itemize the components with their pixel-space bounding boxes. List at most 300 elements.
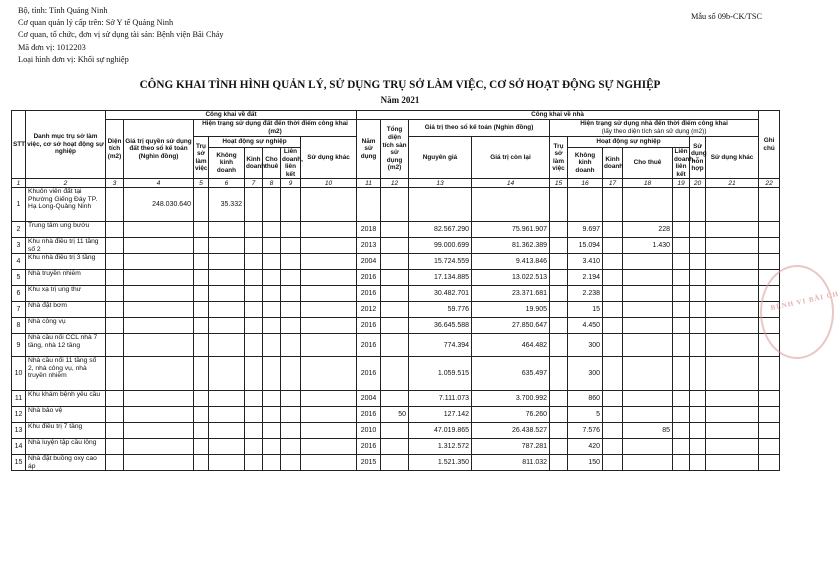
header-unit-type: Loại hình đơn vị: Khối sự nghiệp: [18, 54, 129, 64]
column-index-cell: 20: [690, 179, 706, 188]
empty-cell: [673, 334, 690, 357]
land-non-business-cell: 35.332: [209, 188, 245, 222]
table-row: [12, 254, 780, 270]
col-land-area: Diện tích (m2): [106, 120, 124, 179]
empty-cell: [301, 254, 357, 270]
empty-cell: [263, 334, 281, 357]
col-land-non-business: Không kinh doanh: [209, 148, 245, 179]
building-non-business-cell: 300: [568, 357, 603, 391]
empty-cell: [281, 334, 301, 357]
col-land-value: Giá trị quyền sử dụng đất theo sổ kế toán (Nghìn đồng): [124, 120, 194, 179]
empty-cell: [245, 334, 263, 357]
col-remaining-value: Giá trị còn lại: [472, 137, 550, 179]
year-used-cell: [357, 188, 381, 222]
empty-cell: [245, 270, 263, 286]
column-index-cell: 15: [550, 179, 568, 188]
empty-cell: [706, 222, 759, 238]
empty-cell: [301, 391, 357, 407]
empty-cell: [194, 423, 209, 439]
empty-cell: [706, 407, 759, 423]
empty-cell: [245, 254, 263, 270]
empty-cell: [106, 334, 124, 357]
empty-cell: [706, 334, 759, 357]
empty-cell: [603, 222, 623, 238]
col-land-joint-venture: Liên doanh, liên kết: [282, 148, 303, 178]
group-book-value: Giá trị theo sổ kế toán (Nghìn đồng): [409, 120, 550, 137]
year-used-cell: 2016: [357, 334, 381, 357]
remaining-value-cell: 464.482: [472, 334, 550, 357]
empty-cell: [281, 423, 301, 439]
remaining-value-cell: 811.032: [472, 455, 550, 471]
empty-cell: [194, 222, 209, 238]
col-building-business: Kinh doanh: [603, 148, 623, 179]
empty-cell: [706, 357, 759, 391]
land-non-business-cell: [209, 238, 245, 254]
empty-cell: [550, 334, 568, 357]
empty-cell: [194, 270, 209, 286]
building-non-business-cell: 860: [568, 391, 603, 407]
col-land-other-use: Sử dụng khác: [301, 137, 357, 179]
empty-cell: [245, 391, 263, 407]
empty-cell: [690, 222, 706, 238]
land-value-cell: [124, 286, 194, 302]
land-value-cell: [124, 254, 194, 270]
column-index-cell: 21: [706, 179, 759, 188]
empty-cell: [673, 439, 690, 455]
empty-cell: [106, 318, 124, 334]
asset-name-cell: Khu khám bệnh yêu cầu: [26, 391, 106, 407]
empty-cell: [301, 188, 357, 222]
group-land-status: Hiện trạng sử dụng đất đến thời điểm công khai (m2): [194, 120, 357, 137]
empty-cell: [281, 254, 301, 270]
group-building-public-service: Hoạt động sự nghiệp: [568, 137, 690, 148]
floor-area-cell: [381, 334, 409, 357]
building-non-business-cell: 4.450: [568, 318, 603, 334]
header-ministry: Bộ, tỉnh: Tỉnh Quảng Ninh: [18, 6, 108, 15]
empty-cell: [690, 407, 706, 423]
building-lease-cell: [623, 455, 673, 471]
empty-cell: [706, 318, 759, 334]
empty-cell: [245, 238, 263, 254]
column-index-cell: 3: [106, 179, 124, 188]
empty-cell: [281, 407, 301, 423]
col-total-floor-area: Tổng diện tích sàn sử dụng (m2): [381, 120, 409, 179]
col-notes: Ghi chú: [759, 111, 780, 179]
empty-cell: [603, 286, 623, 302]
empty-cell: [106, 238, 124, 254]
table-row: [12, 188, 780, 222]
year-used-cell: 2016: [357, 286, 381, 302]
year-used-cell: 2016: [357, 270, 381, 286]
stt-cell: 15: [12, 455, 26, 471]
empty-cell: [194, 286, 209, 302]
table-row: [12, 238, 780, 254]
column-index-cell: 4: [124, 179, 194, 188]
asset-disclosure-table: [11, 110, 780, 471]
empty-cell: [245, 439, 263, 455]
year-used-cell: 2004: [357, 254, 381, 270]
empty-cell: [194, 334, 209, 357]
empty-cell: [690, 357, 706, 391]
land-value-cell: [124, 302, 194, 318]
table-row: [12, 318, 780, 334]
land-non-business-cell: [209, 302, 245, 318]
floor-area-cell: [381, 302, 409, 318]
empty-cell: [550, 407, 568, 423]
empty-cell: [603, 188, 623, 222]
land-non-business-cell: [209, 318, 245, 334]
asset-name-cell: Khu nhà điều trị 3 tầng: [26, 254, 106, 270]
empty-cell: [281, 286, 301, 302]
empty-cell: [673, 357, 690, 391]
year-used-cell: 2016: [357, 318, 381, 334]
land-value-cell: [124, 391, 194, 407]
empty-cell: [603, 407, 623, 423]
column-index-cell: 16: [568, 179, 603, 188]
remaining-value-cell: 3.700.992: [472, 391, 550, 407]
year-used-cell: 2016: [357, 439, 381, 455]
empty-cell: [673, 188, 690, 222]
land-value-cell: [124, 455, 194, 471]
empty-cell: [194, 455, 209, 471]
empty-cell: [759, 407, 780, 423]
empty-cell: [603, 391, 623, 407]
empty-cell: [690, 238, 706, 254]
year-used-cell: 2016: [357, 357, 381, 391]
empty-cell: [706, 455, 759, 471]
table-row: [12, 439, 780, 455]
empty-cell: [245, 357, 263, 391]
empty-cell: [263, 439, 281, 455]
asset-name-cell: Nhà cầu nối 11 tầng số 2, nhà công vụ, nhà truyền nhiễm: [26, 357, 106, 391]
building-non-business-cell: 9.697: [568, 222, 603, 238]
building-lease-cell: [623, 357, 673, 391]
empty-cell: [706, 423, 759, 439]
year-used-cell: 2004: [357, 391, 381, 407]
empty-cell: [759, 391, 780, 407]
asset-name-cell: Khuôn viên đất tại Phường Giếng Đáy TP. Hạ Long-Quảng Ninh: [26, 188, 106, 222]
empty-cell: [263, 318, 281, 334]
empty-cell: [759, 357, 780, 391]
empty-cell: [194, 357, 209, 391]
report-year: Năm 2021: [380, 95, 420, 105]
floor-area-cell: [381, 222, 409, 238]
empty-cell: [550, 238, 568, 254]
empty-cell: [106, 391, 124, 407]
col-land-lease: Cho thuê: [263, 148, 281, 179]
empty-cell: [245, 423, 263, 439]
floor-area-cell: [381, 391, 409, 407]
column-index-cell: 7: [245, 179, 263, 188]
empty-cell: [706, 286, 759, 302]
land-value-cell: 248.030.640: [124, 188, 194, 222]
empty-cell: [759, 222, 780, 238]
floor-area-cell: [381, 455, 409, 471]
empty-cell: [759, 238, 780, 254]
empty-cell: [673, 302, 690, 318]
building-non-business-cell: 2.194: [568, 270, 603, 286]
empty-cell: [194, 439, 209, 455]
empty-cell: [603, 318, 623, 334]
land-non-business-cell: [209, 222, 245, 238]
empty-cell: [301, 286, 357, 302]
remaining-value-cell: 787.281: [472, 439, 550, 455]
table-row: [12, 286, 780, 302]
building-status-title: Hiện trạng sử dụng nhà đến thời điểm công khai: [580, 120, 728, 128]
floor-area-cell: [381, 238, 409, 254]
column-index-cell: 5: [194, 179, 209, 188]
empty-cell: [194, 407, 209, 423]
empty-cell: [673, 270, 690, 286]
col-stt: STT: [12, 111, 26, 179]
empty-cell: [263, 222, 281, 238]
empty-cell: [301, 407, 357, 423]
table-row: [12, 222, 780, 238]
year-used-cell: 2016: [357, 407, 381, 423]
empty-cell: [690, 423, 706, 439]
empty-cell: [301, 222, 357, 238]
empty-cell: [263, 407, 281, 423]
group-land-public-service: Hoạt động sự nghiệp: [209, 137, 301, 148]
empty-cell: [759, 423, 780, 439]
col-building-non-business: Không kinh doanh: [568, 148, 603, 179]
stt-cell: 8: [12, 318, 26, 334]
land-non-business-cell: [209, 286, 245, 302]
empty-cell: [194, 318, 209, 334]
building-lease-cell: [623, 407, 673, 423]
building-lease-cell: 85: [623, 423, 673, 439]
empty-cell: [281, 439, 301, 455]
empty-cell: [263, 423, 281, 439]
remaining-value-cell: 9.413.846: [472, 254, 550, 270]
column-index-cell: 22: [759, 179, 780, 188]
stt-cell: 14: [12, 439, 26, 455]
year-used-cell: 2015: [357, 455, 381, 471]
empty-cell: [603, 254, 623, 270]
empty-cell: [550, 423, 568, 439]
empty-cell: [550, 270, 568, 286]
empty-cell: [690, 318, 706, 334]
year-used-cell: 2013: [357, 238, 381, 254]
year-used-cell: 2018: [357, 222, 381, 238]
land-non-business-cell: [209, 439, 245, 455]
building-non-business-cell: 15: [568, 302, 603, 318]
group-building: Công khai về nhà: [357, 111, 759, 120]
land-value-cell: [124, 423, 194, 439]
land-non-business-cell: [209, 423, 245, 439]
empty-cell: [194, 391, 209, 407]
empty-cell: [603, 423, 623, 439]
remaining-value-cell: 19.905: [472, 302, 550, 318]
empty-cell: [301, 302, 357, 318]
column-index-cell: 13: [409, 179, 472, 188]
empty-cell: [673, 222, 690, 238]
building-lease-cell: [623, 334, 673, 357]
empty-cell: [263, 188, 281, 222]
empty-cell: [301, 334, 357, 357]
asset-name-cell: Nhà bảo vệ: [26, 407, 106, 423]
empty-cell: [706, 270, 759, 286]
stt-cell: 10: [12, 357, 26, 391]
asset-name-cell: Trung tâm ung bướu: [26, 222, 106, 238]
table-row: [12, 357, 780, 391]
empty-cell: [706, 439, 759, 455]
floor-area-cell: 50: [381, 407, 409, 423]
empty-cell: [245, 222, 263, 238]
empty-cell: [301, 423, 357, 439]
asset-name-cell: Khu nhà điều trị 11 tầng số 2: [26, 238, 106, 254]
col-building-joint-venture: Liên doanh, liên kết: [674, 148, 695, 178]
empty-cell: [550, 357, 568, 391]
column-index-cell: 6: [209, 179, 245, 188]
empty-cell: [263, 357, 281, 391]
empty-cell: [106, 423, 124, 439]
empty-cell: [263, 254, 281, 270]
empty-cell: [690, 254, 706, 270]
empty-cell: [759, 254, 780, 270]
org-header: [18, 5, 224, 66]
empty-cell: [603, 302, 623, 318]
building-non-business-cell: 2.238: [568, 286, 603, 302]
land-non-business-cell: [209, 407, 245, 423]
original-cost-cell: 47.019.865: [409, 423, 472, 439]
building-lease-cell: [623, 318, 673, 334]
empty-cell: [603, 455, 623, 471]
remaining-value-cell: 81.362.389: [472, 238, 550, 254]
official-seal: [760, 265, 840, 359]
empty-cell: [194, 302, 209, 318]
stt-cell: 4: [12, 254, 26, 270]
original-cost-cell: [409, 188, 472, 222]
empty-cell: [673, 391, 690, 407]
empty-cell: [759, 188, 780, 222]
building-lease-cell: [623, 188, 673, 222]
empty-cell: [263, 391, 281, 407]
stt-cell: 9: [12, 334, 26, 357]
empty-cell: [194, 254, 209, 270]
col-building-lease: Cho thuê: [623, 148, 673, 179]
stt-cell: 3: [12, 238, 26, 254]
empty-cell: [550, 188, 568, 222]
column-index-cell: 2: [26, 179, 106, 188]
original-cost-cell: 30.482.701: [409, 286, 472, 302]
column-index-cell: 18: [623, 179, 673, 188]
empty-cell: [281, 270, 301, 286]
empty-cell: [690, 188, 706, 222]
col-building-other-use: Sử dụng khác: [706, 137, 759, 179]
land-value-cell: [124, 270, 194, 286]
remaining-value-cell: 76.260: [472, 407, 550, 423]
land-value-cell: [124, 318, 194, 334]
empty-cell: [106, 270, 124, 286]
floor-area-cell: [381, 439, 409, 455]
empty-cell: [245, 188, 263, 222]
empty-cell: [263, 270, 281, 286]
original-cost-cell: 7.111.073: [409, 391, 472, 407]
stt-cell: 7: [12, 302, 26, 318]
table-row: [12, 423, 780, 439]
building-lease-cell: [623, 270, 673, 286]
empty-cell: [194, 188, 209, 222]
building-lease-cell: [623, 302, 673, 318]
floor-area-cell: [381, 357, 409, 391]
building-lease-cell: 1.430: [623, 238, 673, 254]
empty-cell: [550, 455, 568, 471]
empty-cell: [550, 318, 568, 334]
floor-area-cell: [381, 254, 409, 270]
year-used-cell: 2012: [357, 302, 381, 318]
remaining-value-cell: 23.371.681: [472, 286, 550, 302]
asset-name-cell: Khu điều trị 7 tầng: [26, 423, 106, 439]
empty-cell: [281, 222, 301, 238]
original-cost-cell: 99.000.699: [409, 238, 472, 254]
col-asset-name: Danh mục trụ sở làm việc, cơ sở hoạt động sự nghiệp: [26, 111, 106, 179]
remaining-value-cell: [472, 188, 550, 222]
stt-cell: 12: [12, 407, 26, 423]
remaining-value-cell: 26.438.527: [472, 423, 550, 439]
land-value-cell: [124, 439, 194, 455]
original-cost-cell: 17.134.885: [409, 270, 472, 286]
empty-cell: [281, 318, 301, 334]
column-index-cell: 8: [263, 179, 281, 188]
empty-cell: [106, 222, 124, 238]
column-index-cell: 9: [281, 179, 301, 188]
building-non-business-cell: 15.094: [568, 238, 603, 254]
empty-cell: [301, 455, 357, 471]
empty-cell: [603, 334, 623, 357]
header-unit: Cơ quan, tổ chức, đơn vị sử dụng tài sản: Bệnh viện Bãi Cháy: [18, 30, 224, 40]
column-index-cell: 1: [12, 179, 26, 188]
empty-cell: [263, 302, 281, 318]
original-cost-cell: 774.394: [409, 334, 472, 357]
col-building-mixed-use: Sử dụng hỗn hợp: [690, 137, 706, 179]
empty-cell: [603, 270, 623, 286]
land-value-cell: [124, 334, 194, 357]
empty-cell: [245, 286, 263, 302]
original-cost-cell: 1.312.572: [409, 439, 472, 455]
empty-cell: [550, 254, 568, 270]
empty-cell: [281, 391, 301, 407]
land-non-business-cell: [209, 334, 245, 357]
asset-name-cell: Nhà công vụ: [26, 318, 106, 334]
asset-name-cell: Nhà đặt buồng oxy cao áp: [26, 455, 106, 471]
group-land: Công khai về đất: [106, 111, 357, 120]
column-index-cell: 11: [357, 179, 381, 188]
empty-cell: [550, 302, 568, 318]
empty-cell: [690, 286, 706, 302]
empty-cell: [263, 286, 281, 302]
empty-cell: [673, 286, 690, 302]
land-non-business-cell: [209, 270, 245, 286]
empty-cell: [550, 222, 568, 238]
empty-cell: [673, 254, 690, 270]
asset-name-cell: Nhà cầu nối CCL nhà 7 tầng, nhà 12 tầng: [26, 334, 106, 357]
column-index-cell: 19: [673, 179, 690, 188]
table-row: [12, 334, 780, 357]
floor-area-cell: [381, 286, 409, 302]
building-non-business-cell: 5: [568, 407, 603, 423]
remaining-value-cell: 27.850.647: [472, 318, 550, 334]
empty-cell: [690, 455, 706, 471]
empty-cell: [106, 407, 124, 423]
land-value-cell: [124, 357, 194, 391]
empty-cell: [759, 439, 780, 455]
empty-cell: [673, 455, 690, 471]
table-row: [12, 391, 780, 407]
building-non-business-cell: 7.576: [568, 423, 603, 439]
original-cost-cell: 1.521.350: [409, 455, 472, 471]
original-cost-cell: 15.724.559: [409, 254, 472, 270]
